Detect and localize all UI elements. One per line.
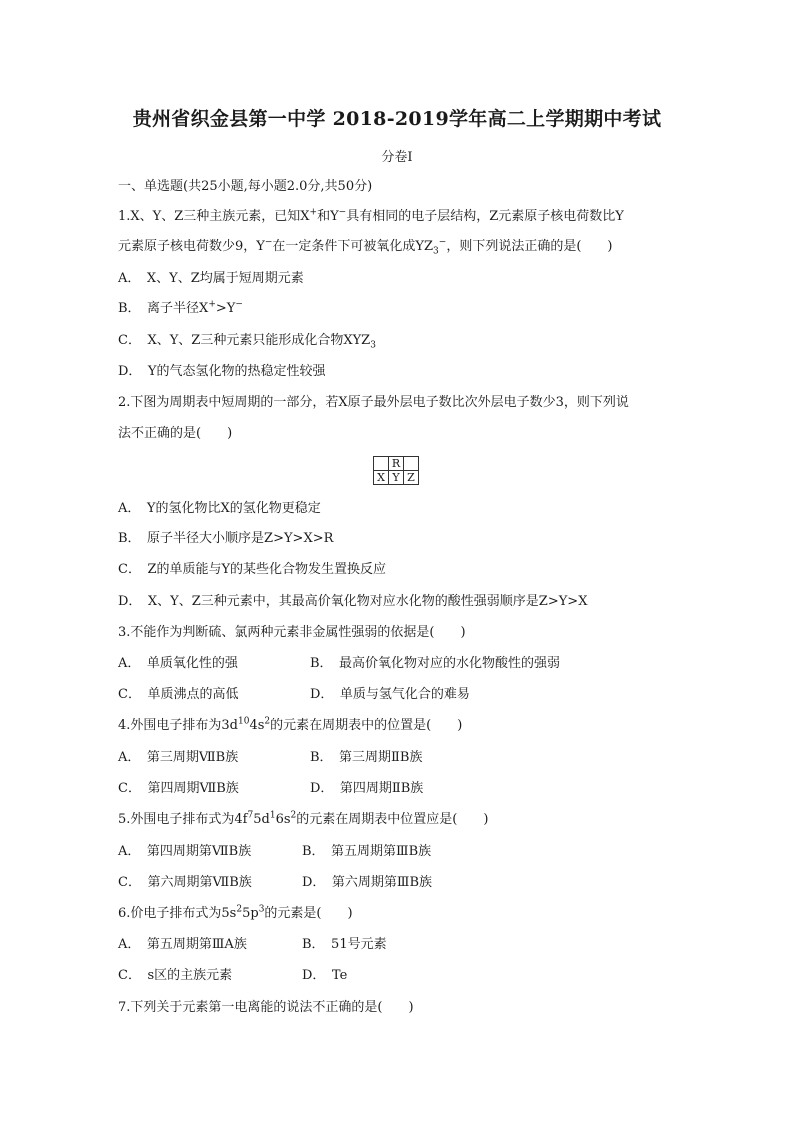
q4-options-row2 <box>118 780 618 798</box>
q2-option-a: A． Y的氢化物比X的氢化物更稳定 <box>118 501 321 516</box>
q4-sup: 2 <box>264 716 271 727</box>
q3-option-d: D． 单质与氢气化合的难易 <box>310 687 470 702</box>
periodic-table-fragment <box>373 456 419 485</box>
q6-text: 的元素是( ) <box>264 906 353 921</box>
q2-option-b: B． 原子半径大小顺序是Z>Y>X>R <box>118 531 334 546</box>
q1-text: >Y <box>215 301 236 316</box>
q1-text: 和Y <box>317 209 339 224</box>
q5-options-row1 <box>118 843 618 861</box>
q6-option-a: A． 第五周期第ⅢA族 <box>118 937 247 952</box>
q3-option-a: A． 单质氧化性的强 <box>118 656 238 671</box>
q3-option-c: C． 单质沸点的高低 <box>118 687 239 702</box>
q5-stem <box>118 811 488 829</box>
q5-sup: 1 <box>269 810 276 821</box>
q1-sup: + <box>309 207 318 218</box>
q1-sup: + <box>208 299 216 310</box>
q1-text: 在一定条件下可被氧化成YZ <box>272 239 434 254</box>
q6-sup: 2 <box>236 904 243 915</box>
q6-text: 5p <box>242 906 259 921</box>
q4-text: 4.外围电子排布为3d <box>118 718 238 733</box>
q6-options-row1 <box>118 936 618 954</box>
table-cell <box>404 457 419 471</box>
q5-option-d: D． 第六周期第ⅢB族 <box>302 875 433 890</box>
q1-text: 具有相同的电子层结构，Z元素原子核电荷数比Y <box>346 209 624 224</box>
section-heading: 一、单选题(共25小题,每小题2.0分,共50分) <box>118 179 373 194</box>
q1-sup: − <box>338 207 347 218</box>
table-row <box>374 471 419 485</box>
q4-option-a: A． 第三周期ⅦB族 <box>118 750 239 765</box>
q5-text: 5d <box>253 812 270 827</box>
exam-title: 贵州省织金县第一中学 2018-2019学年高二上学期期中考试 <box>132 108 662 130</box>
q1-sup: − <box>264 237 273 248</box>
q1-stem-line1 <box>118 208 624 226</box>
q1-text: ，则下列说法正确的是( ) <box>446 239 613 254</box>
q1-option-b <box>118 300 243 318</box>
q3-stem: 3.不能作为判断硫、氯两种元素非金属性强弱的依据是( ) <box>118 625 466 640</box>
q4-text: 的元素在周期表中的位置是( ) <box>270 718 463 733</box>
q3-options-row1 <box>118 655 678 673</box>
q1-text: 1.X、Y、Z三种主族元素，已知X <box>118 209 310 224</box>
q6-text: 6.价电子排布式为5s <box>118 906 237 921</box>
q1-sub: 3 <box>370 340 376 351</box>
q7-stem: 7.下列关于元素第一电离能的说法不正确的是( ) <box>118 1000 414 1015</box>
table-cell: Z <box>404 471 419 485</box>
q5-sup: 7 <box>247 810 254 821</box>
q4-option-c: C． 第四周期ⅦB族 <box>118 781 239 796</box>
q5-options-row2 <box>118 874 618 892</box>
q6-options-row2 <box>118 967 618 985</box>
q4-option-b: B． 第三周期ⅡB族 <box>310 750 423 765</box>
q6-option-b: B． 51号元素 <box>302 937 387 952</box>
q1-sup: − <box>438 237 447 248</box>
q4-sup: 10 <box>238 716 250 727</box>
table-row <box>374 457 419 471</box>
q2-option-d: D． X、Y、Z三种元素中，其最高价氧化物对应水化物的酸性强弱顺序是Z>Y>X <box>118 594 588 609</box>
q5-sup: 2 <box>290 810 297 821</box>
q4-options-row1 <box>118 749 618 767</box>
table-cell: R <box>389 457 404 471</box>
q5-option-a: A． 第四周期第ⅦB族 <box>118 844 252 859</box>
q2-stem-line1: 2.下图为周期表中短周期的一部分，若X原子最外层电子数比次外层电子数少3，则下列说 <box>118 395 629 410</box>
q1-text: B． 离子半径X <box>118 301 209 316</box>
table-cell <box>374 457 389 471</box>
q6-sup: 3 <box>258 904 265 915</box>
q5-text: 5.外围电子排布式为4f <box>118 812 248 827</box>
q5-text: 的元素在周期表中位置应是( ) <box>296 812 489 827</box>
q1-text: C． X、Y、Z三种元素只能形成化合物XYZ <box>118 333 371 348</box>
q5-option-b: B． 第五周期第ⅢB族 <box>302 844 432 859</box>
q1-stem-line2 <box>118 238 612 256</box>
q4-text: 4s <box>249 718 265 733</box>
q6-option-d: D． Te <box>302 968 348 983</box>
q1-option-d: D． Y的气态氢化物的热稳定性较强 <box>118 364 326 379</box>
q3-options-row2 <box>118 686 678 704</box>
q3-option-b: B． 最高价氧化物对应的水化物酸性的强弱 <box>310 656 561 671</box>
q1-sup: − <box>235 299 243 310</box>
q5-option-c: C． 第六周期第ⅦB族 <box>118 875 252 890</box>
q1-option-c <box>118 332 376 350</box>
q1-sub: 3 <box>433 246 439 257</box>
q5-text: 6s <box>275 812 291 827</box>
q1-option-a: A． X、Y、Z均属于短周期元素 <box>118 271 304 286</box>
q2-stem-line2: 法不正确的是( ) <box>118 426 233 441</box>
q1-text: 元素原子核电荷数少9，Y <box>118 239 265 254</box>
q4-option-d: D． 第四周期ⅡB族 <box>310 781 424 796</box>
table-cell: Y <box>389 471 404 485</box>
q4-stem <box>118 717 462 735</box>
exam-subtitle: 分卷I <box>381 150 413 165</box>
q6-option-c: C． s区的主族元素 <box>118 968 233 983</box>
q2-option-c: C． Z的单质能与Y的某些化合物发生置换反应 <box>118 562 387 577</box>
q6-stem <box>118 905 353 923</box>
table-cell: X <box>374 471 389 485</box>
